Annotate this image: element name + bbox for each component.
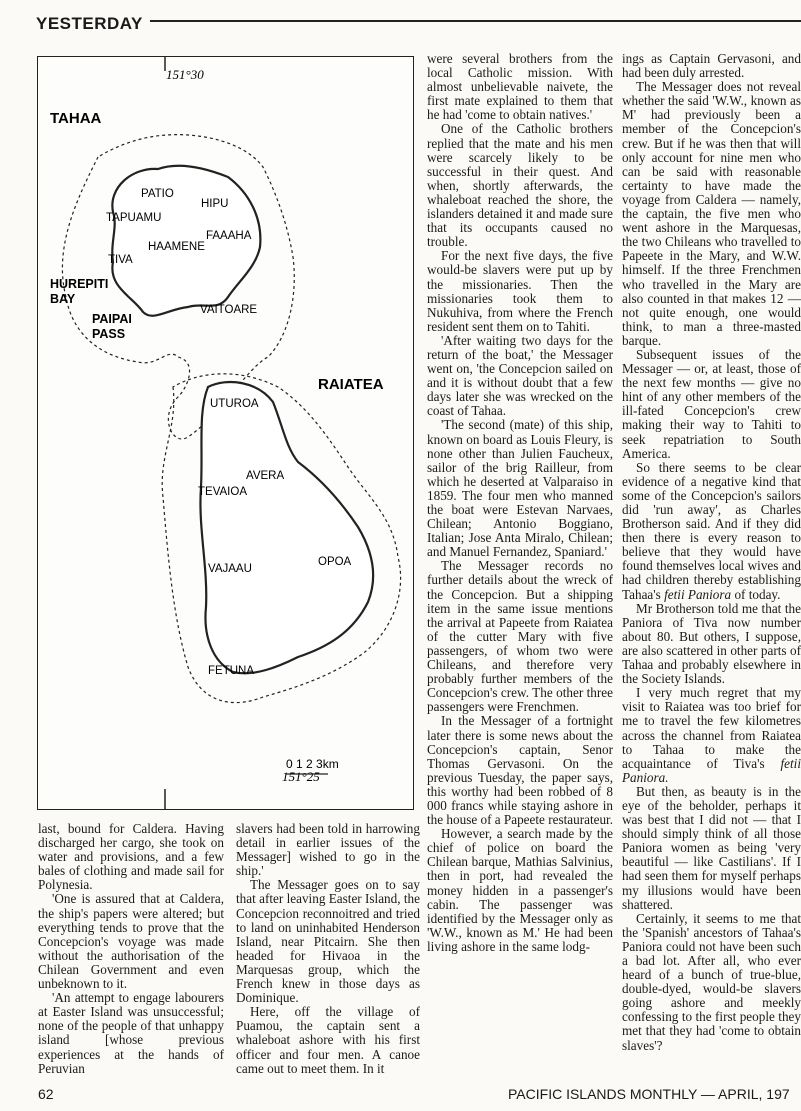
place-vaitoare: VAITOARE (200, 304, 258, 316)
paragraph: Mr Brotherson told me that the Paniora of Tiva now number about 80. But others, I suppose, are also scattered in other parts of Tahaa and probably elsewhere in the Society Islands. (622, 600, 801, 687)
paragraph: ings as Captain Gervasoni, and had been duly arrested. (622, 52, 801, 81)
place-vajaau: VAJAAU (208, 563, 252, 575)
text-column-4 (622, 52, 801, 1053)
bay-label-2: BAY (50, 292, 76, 306)
place-tevaioa: TEVAIOA (198, 486, 247, 498)
text-column-1 (38, 822, 224, 1076)
place-faaaha: FAAAHA (206, 230, 252, 242)
text-column-3 (427, 52, 613, 954)
paragraph: 'One is assured that at Caldera, the ship's papers were altered; but everything tends to prove that the Concepcion's voyage was made without the authorisation of the Chilean Government and even unbeknown to it. (38, 891, 224, 992)
place-fetuna: FETUNA (208, 665, 254, 677)
place-tiva: TIVA (108, 254, 133, 266)
section-header: YESTERDAY (36, 14, 143, 33)
text-run: of today. (731, 586, 781, 602)
place-hipu: HIPU (201, 198, 229, 210)
pass-label-1: PAIPAI (92, 312, 132, 326)
paragraph (622, 686, 801, 785)
italic-term: fetii Paniora (664, 586, 732, 602)
island-label-tahaa: TAHAA (50, 110, 102, 127)
paragraph (622, 461, 801, 602)
text-run: I very much regret that my visit to Raiatea was too brief for me to travel the few kilometres across the channel from Raiatea to Tahaa to make the acquaintance of Tiva's (622, 685, 801, 771)
text-column-2 (236, 822, 420, 1076)
page-number: 62 (38, 1086, 54, 1102)
paragraph: 'An attempt to engage labourers at Easter Island was unsuccessful; none of the people of that unhappy island [whose previous experiences at the hands of Peruvian (38, 990, 224, 1076)
paragraph: last, bound for Caldera. Having discharged her cargo, she took on water and provisions, and a few bales of clothing and made sail for Polynesia. (38, 821, 224, 893)
place-uturoa: UTUROA (210, 398, 259, 410)
place-haamene: HAAMENE (148, 241, 205, 253)
paragraph: One of the Catholic brothers replied that the mate and his men were scarcely likely to be successful in their quest. And when, shortly afterwards, the whaleboat reached the shore, the islanders detained it and made sure that its occupants caused no trouble. (427, 121, 613, 250)
paragraph: 'The second (mate) of this ship, known on board as Louis Fleury, is none other than Julien Faucheux, sailor of the brig Railleur, from which he deserted at Valparaiso in 1859. The four men who manned the boat were Estevan Narvaes, Chilean; Antonio Boggiano, Italian; Jose Anta Miralo, Chilean; and Manuel Fernandez, Spaniard.' (427, 417, 613, 560)
paragraph: Certainly, it seems to me that the 'Spanish' ancestors of Tahaa's Paniora could not have been such a bad lot. After all, who ever heard of a bunch of true-blue, double-dyed, would-be slavers going ashore and meekly confessing to the first people they met that they had 'come to obtain slaves'? (622, 910, 801, 1053)
place-tapuamu: TAPUAMU (106, 212, 162, 224)
pass-label-2: PASS (92, 327, 126, 341)
italic-term: fetii Paniora. (622, 755, 801, 785)
scale-label: 0 1 2 3km (286, 757, 339, 771)
bay-label-1: HUREPITI (50, 277, 109, 291)
paragraph: In the Messager of a fortnight later there is some news about the Concepcion's captain, Senor Thomas Gervasoni. On the previous Tuesday, the paper says, this worthy had been robbed of 8 000 francs while staying ashore in the house of a Papeete restaurateur. (427, 713, 614, 828)
paragraph: However, a search made by the chief of police on board the Chilean barque, Mathias Salvinius, then in port, had revealed the money hidden in a passenger's cabin. The passenger was identified by the Messager only as 'W.W., known as M.' He had been living ashore in the same lodg- (427, 826, 613, 954)
raiatea-island (200, 382, 373, 673)
place-opoa: OPOA (318, 556, 352, 568)
map-figure (37, 56, 414, 810)
paragraph: The Messager records no further details about the wreck of the Concepcion. But a shipping item in the same issue mentions the arrival at Papeete from Raiatea of the cutter Mary with five passengers, of whom two were Chileans, and therefore very probably further members of the Concepcion's crew. The other three passengers were Frenchmen. (427, 558, 613, 715)
paragraph: The Messager goes on to say that after leaving Easter Island, the Concepcion reconnoitred and tried to land on uninhabited Henderson Island, near Pitcairn. She then headed for Hivaoa in the Marquesas group, which the French knew in those days as Dominique. (236, 877, 420, 1006)
paragraph: Here, off the village of Puamou, the captain sent a whaleboat ashore with his first officer and four men. A canoe came out to meet them. In it (236, 1004, 420, 1076)
paragraph: Subsequent issues of the Messager — or, at least, those of the next few months — give no hint of any other members of the ill-fated Concepcion's crew making their way to Tahiti to seek repatriation to South America. (622, 346, 801, 461)
text-run: So there seems to be clear evidence of a negative kind that some of the Concepcion's sailors did 'run away', as Charles Brotherson said. And if they did then there is every reason to believe that they would have found themselves local wives and had children thereby establishing Tahaa's (622, 459, 801, 602)
map-svg (38, 57, 413, 809)
paragraph: were several brothers from the local Catholic mission. With almost unbelievable naivete, the first mate explained to them that he had 'come to obtain natives.' (427, 51, 613, 123)
paragraph: slavers had been told in harrowing detail in earlier issues of the Messager] wished to go in the ship.' (236, 821, 420, 879)
paragraph: 'After waiting two days for the return of the boat,' the Messager went on, 'the Concepcion sailed on and it is without doubt that a few days later she was wrecked on the coast of Tahaa. (427, 332, 613, 419)
masthead-footer: PACIFIC ISLANDS MONTHLY — APRIL, 197 (508, 1086, 790, 1102)
long-label-top: 151°30 (166, 67, 204, 82)
place-avera: AVERA (246, 470, 285, 482)
paragraph: The Messager does not reveal whether the said 'W.W., known as M' had previously been a member of the Concepcion's crew. But if he was then that will only account for nine men who can be said with reasonable certainty to have made the voyage from Caldera — namely, the captain, the five men who went ashore in the Marquesas, the two Chileans who travelled to Papeete in the Mary, and W.W. himself. If the three Frenchmen who travelled in the Mary are also counted in that makes 12 — not quite enough, one would think, to man a three-masted barque. (622, 79, 801, 348)
long-label-bottom: 151°25 (282, 769, 320, 784)
header-rule (150, 20, 801, 22)
place-patio: PATIO (141, 188, 174, 200)
paragraph: For the next five days, the five would-be slavers were put up by the missionaries. Then the missionaries took them to Nukuhiva, from where the French resident sent them on to Tahiti. (427, 248, 613, 334)
island-label-raiatea: RAIATEA (318, 376, 384, 393)
paragraph: But then, as beauty is in the eye of the beholder, perhaps it was best that I did not — that I should simply think of all those Paniora women as being 'very beautiful — like Castilians'. If I had seen them for myself perhaps my illusions would have been shattered. (622, 783, 801, 912)
